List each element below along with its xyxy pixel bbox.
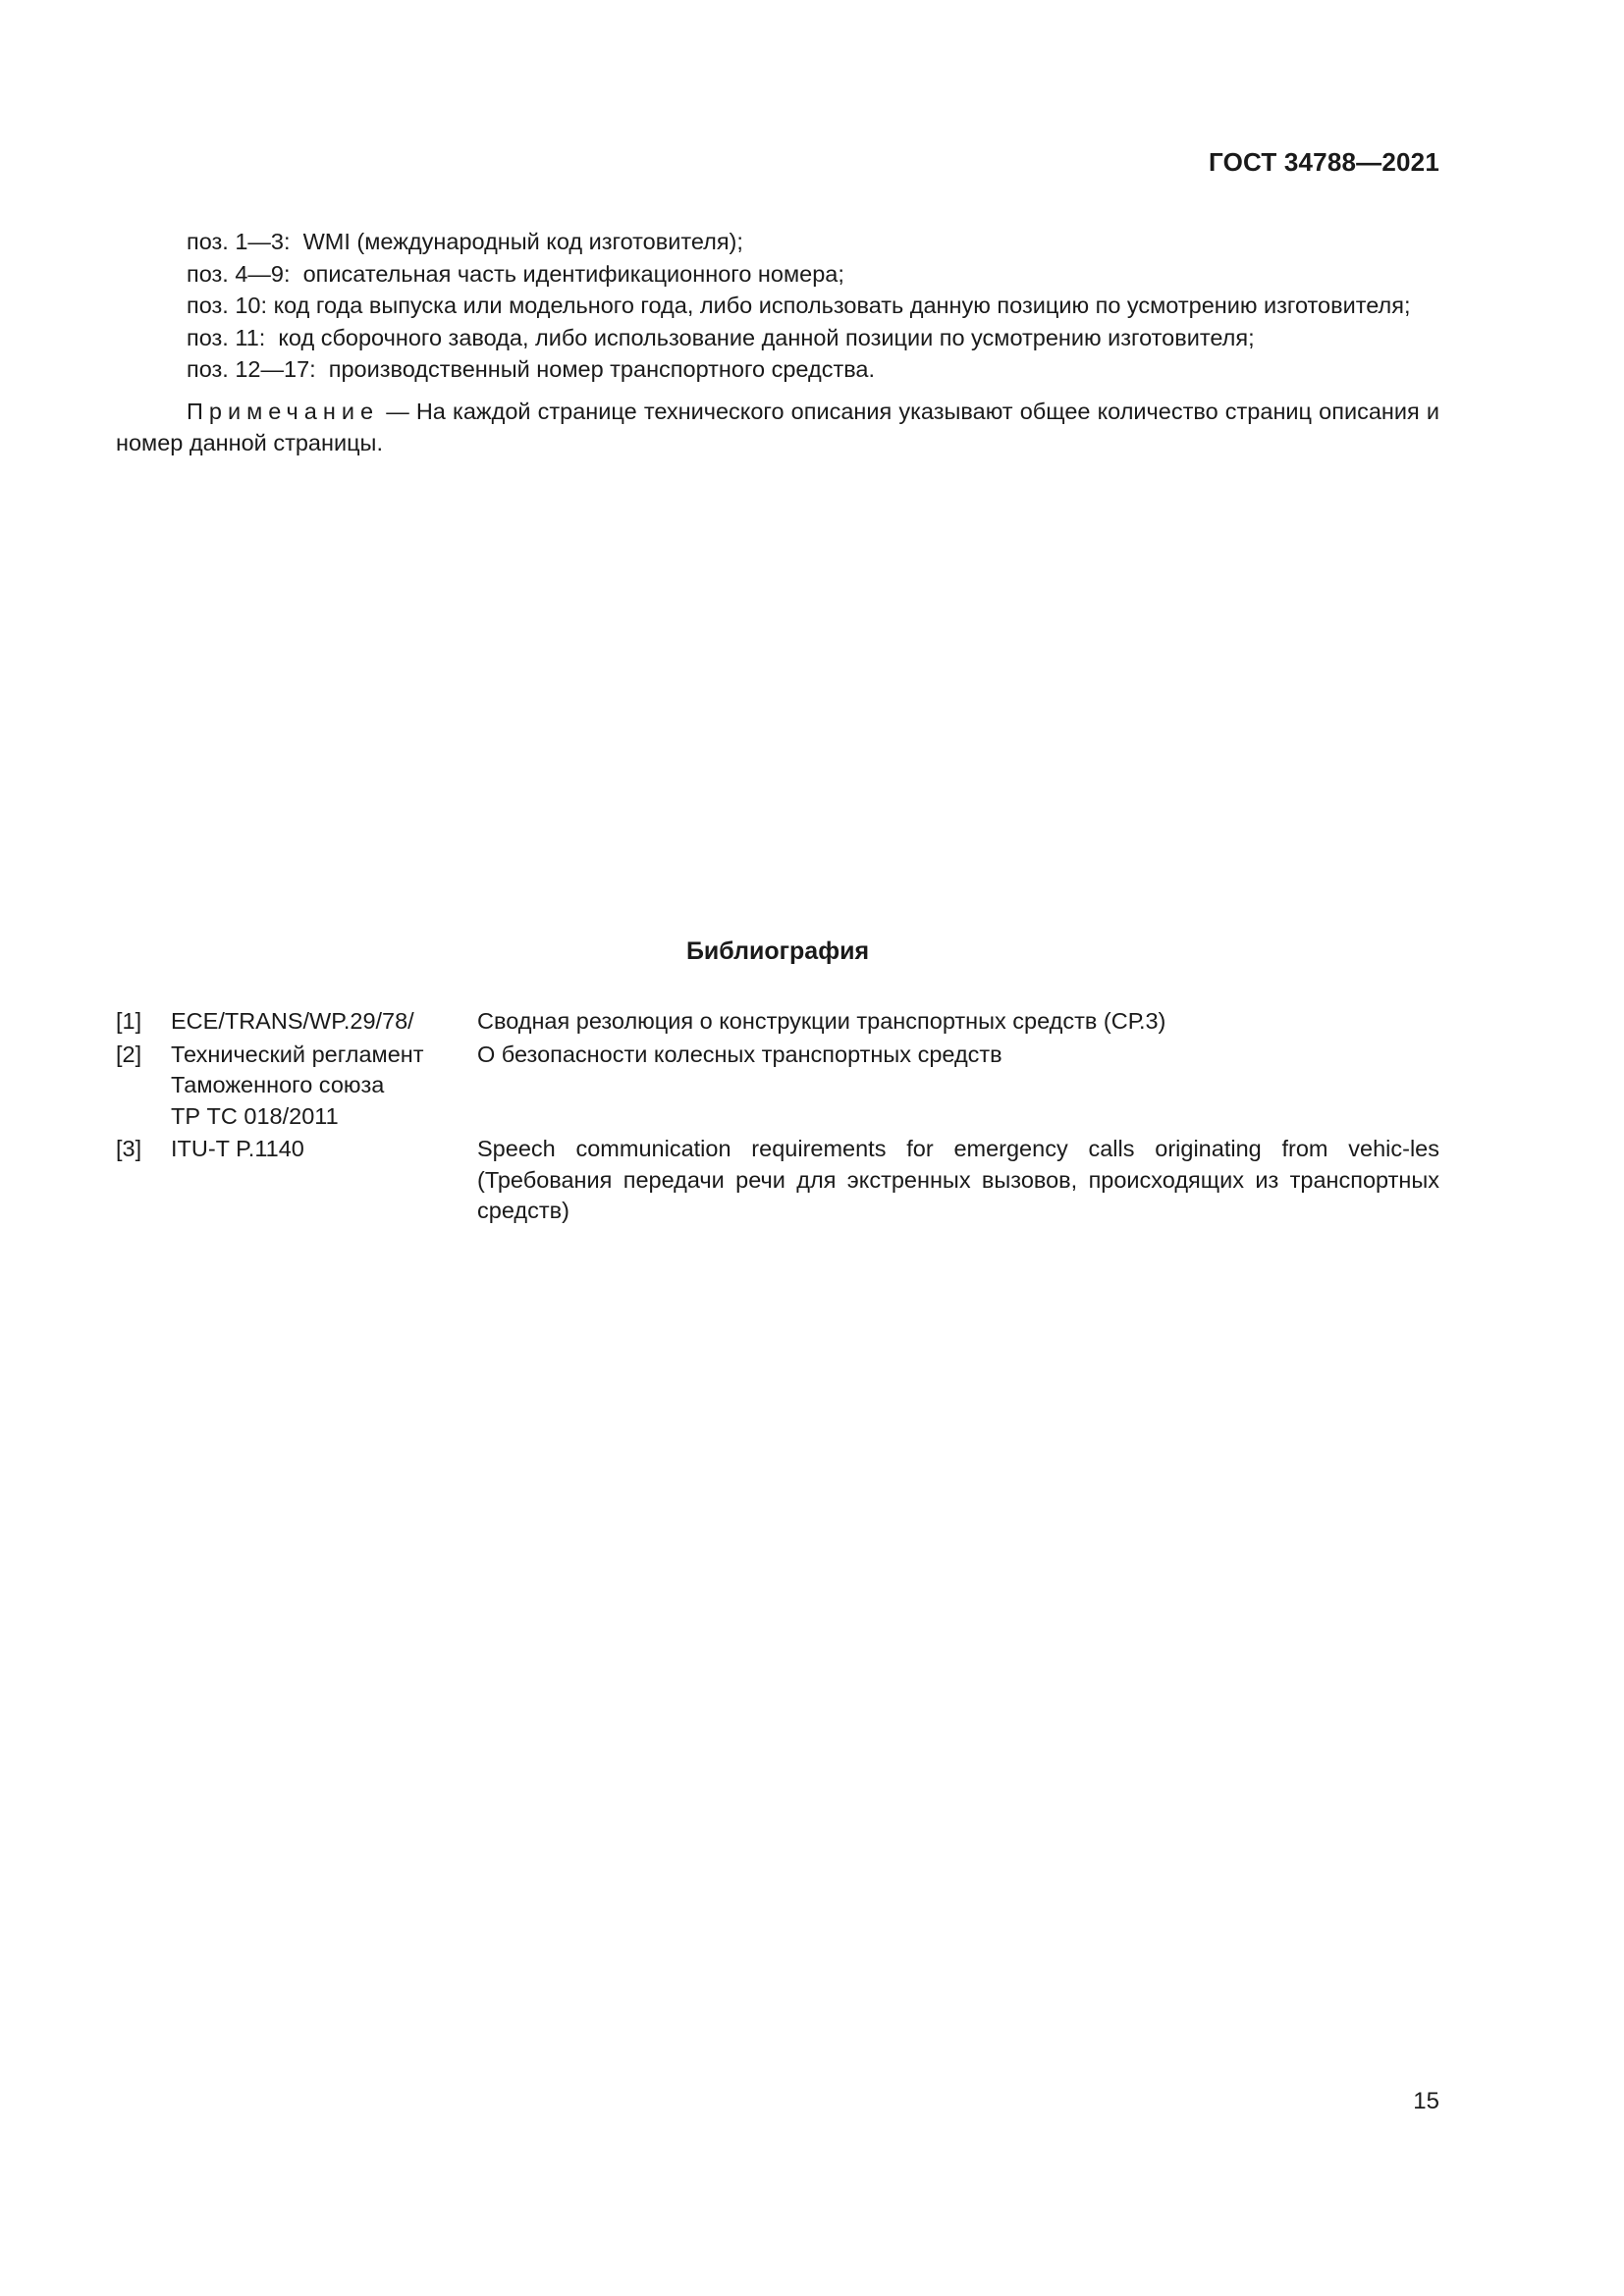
note-label: Примечание	[187, 398, 380, 424]
page-number: 15	[1413, 2088, 1439, 2114]
bibliography-entry-1	[116, 1006, 1439, 1038]
position-label: поз. 11:	[187, 324, 266, 350]
vin-positions-section	[116, 226, 1439, 482]
position-label: поз. 4—9:	[187, 260, 291, 287]
entry-number: [3]	[116, 1136, 142, 1161]
entry-reference	[171, 1006, 477, 1038]
position-label: поз. 1—3:	[187, 229, 291, 254]
bibliography-list	[116, 1006, 1439, 1229]
bibliography-title: Библиография	[685, 937, 870, 965]
position-text: производственный номер транспортного средства.	[328, 356, 876, 382]
position-item-5	[116, 353, 1439, 386]
reference-line: ECE/TRANS/WP.29/78/	[171, 1008, 414, 1034]
position-text: WMI (международный код изготовителя);	[302, 229, 743, 254]
position-text: код года выпуска или модельного года, либо использовать данную позицию по усмотрению изготовителя;	[273, 293, 1411, 318]
position-label: поз. 12—17:	[187, 356, 316, 382]
entry-number: [1]	[116, 1008, 142, 1034]
entry-reference	[171, 1040, 477, 1133]
position-item-2	[116, 258, 1439, 291]
bibliography-entry-3	[116, 1134, 1439, 1227]
bibliography-entry-2	[116, 1040, 1439, 1133]
position-label: поз. 10:	[187, 293, 268, 318]
standard-code-header: ГОСТ 34788—2021	[1209, 147, 1439, 177]
position-text: описательная часть идентификационного номера;	[302, 260, 844, 287]
entry-reference	[171, 1134, 477, 1227]
reference-line: ТР ТС 018/2011	[171, 1102, 339, 1129]
entry-description: Speech communication requirements for emergency calls originating from vehic-les (Требования передачи речи для экстренных вызовов, происходящих из транспортных средств)	[477, 1136, 1439, 1223]
entry-description: Сводная резолюция о конструкции транспортных средств (СР.3)	[477, 1008, 1166, 1034]
note-text: — На каждой странице технического описания указывают общее количество страниц описания и номер данной страницы.	[116, 398, 1439, 455]
position-text: код сборочного завода, либо использование данной позиции по усмотрению изготовителя;	[278, 324, 1255, 350]
position-item-4	[116, 322, 1439, 354]
reference-line: Технический регламент	[171, 1041, 424, 1067]
entry-description: О безопасности колесных транспортных средств	[477, 1041, 1002, 1067]
reference-line: ITU-T P.1140	[171, 1136, 304, 1161]
entry-number: [2]	[116, 1041, 142, 1067]
position-item-1	[116, 226, 1439, 258]
reference-line: Таможенного союза	[171, 1072, 385, 1097]
note-paragraph	[116, 396, 1439, 459]
position-item-3	[116, 290, 1439, 322]
